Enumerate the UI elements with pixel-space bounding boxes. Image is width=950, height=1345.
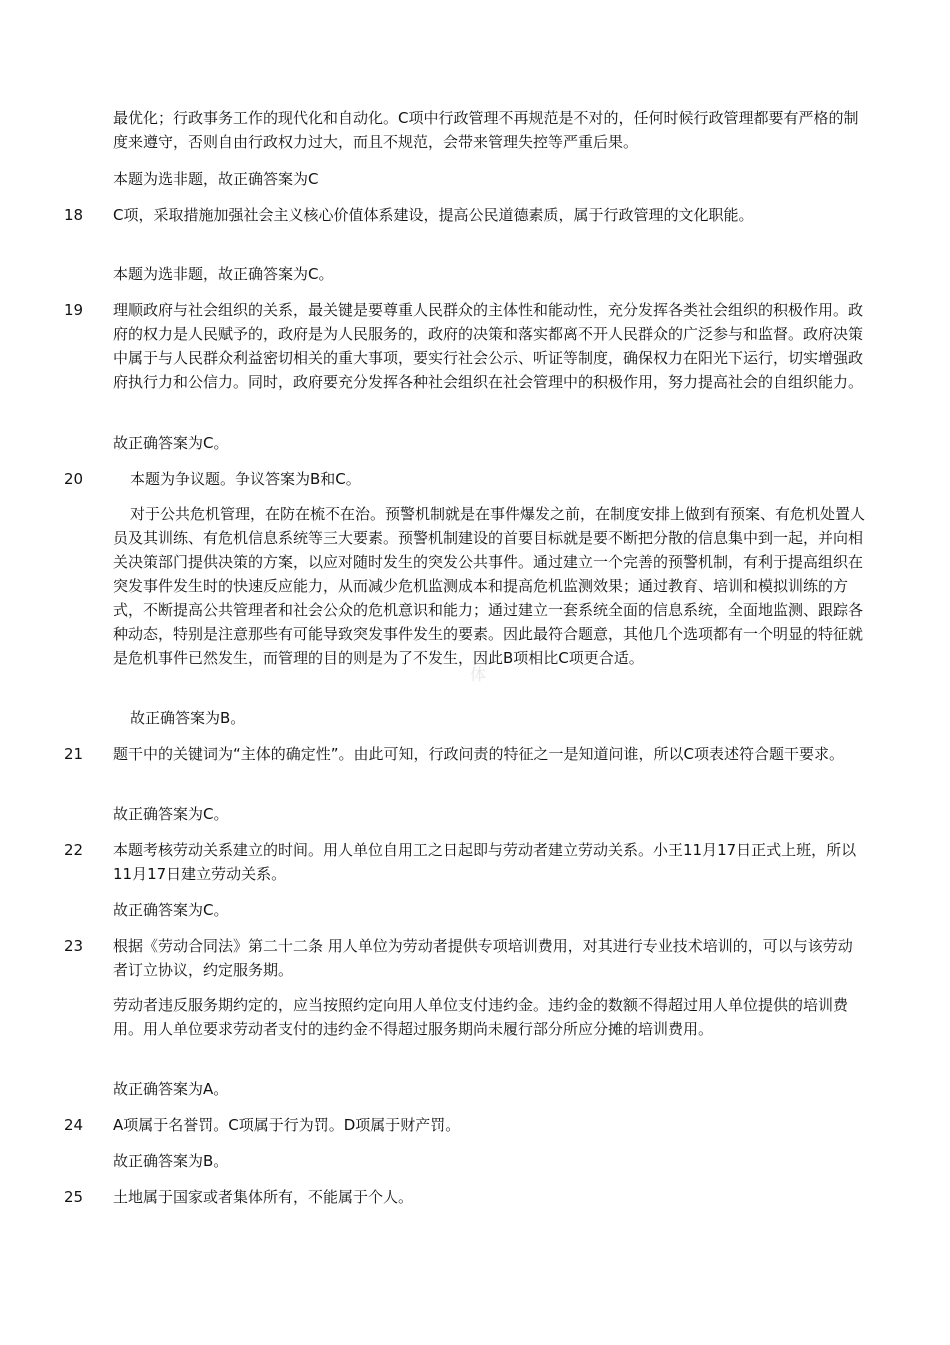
explanation-paragraph: 题干中的关键词为“主体的确定性”。由此可知，行政问责的特征之一是知道问谁，所以C项表述符合题干要求。 <box>113 745 845 763</box>
answer-line: 本题为选非题，故正确答案为C。 <box>113 265 334 283</box>
explanation-paragraph: 理顺政府与社会组织的关系，最关键是要尊重人民群众的主体性和能动性，充分发挥各类社会组织的积极作用。政府的权力是人民赋予的，政府是为人民服务的，政府的决策和落实都离不开人民群众的广泛参与和监督。政府决策中属于与人民群众利益密切相关的重大事项，要实行社会公示、听证等制度，确保权力在阳光下运行，切实增强政府执行力和公信力。同时，政府要充分发挥各种社会组织在社会管理中的积极作用，努力提高社会的自组织能力。 <box>113 301 864 391</box>
explanation-paragraph: A项属于名誉罚。C项属于行为罚。D项属于财产罚。 <box>113 1116 461 1134</box>
question-number: 25 <box>64 1188 84 1206</box>
explanation-paragraph: 土地属于国家或者集体所有，不能属于个人。 <box>113 1188 414 1206</box>
intro-paragraph: 最优化；行政事务工作的现代化和自动化。C项中行政管理不再规范是不对的，任何时候行政管理都要有严格的制度来遵守，否则自由行政权力过大，而且不规范，会带来管理失控等严重后果。 <box>113 109 859 151</box>
explanation-paragraph: 对于公共危机管理，在防在梳不在治。预警机制就是在事件爆发之前，在制度安排上做到有预案、有危机处置人员及其训练、有危机信息系统等三大要素。预警机制建设的首要目标就是要不断把分散的信息集中到一起，并向相关决策部门提供决策的方案，以应对随时发生的突发公共事件。通过建立一个完善的预警机制，有利于提高组织在突发事件发生时的快速反应能力，从而减少危机监测成本和提高危机监测效果；通过教育、培训和模拟训练的方式，不断提高公共管理者和社会公众的危机意识和能力；通过建立一套系统全面的信息系统，全面地监测、跟踪各种动态，特别是注意那些有可能导致突发事件发生的要素。因此最符合题意，其他几个选项都有一个明显的特征就是危机事件已然发生，而管理的目的则是为了不发生，因此B项相比C项更合适。 <box>113 505 866 667</box>
answer-line: 故正确答案为A。 <box>113 1080 229 1098</box>
answer-line: 故正确答案为C。 <box>113 805 229 823</box>
question-number: 21 <box>64 745 84 763</box>
explanation-paragraph: 劳动者违反服务期约定的，应当按照约定向用人单位支付违约金。违约金的数额不得超过用人单位提供的培训费用。用人单位要求劳动者支付的违约金不得超过服务期尚未履行部分所应分摊的培训费用。 <box>113 996 849 1038</box>
explanation-paragraph: 根据《劳动合同法》第二十二条 用人单位为劳动者提供专项培训费用，对其进行专业技术培训的，可以与该劳动者订立协议，约定服务期。 <box>113 937 853 979</box>
intro-answer: 本题为选非题，故正确答案为C <box>113 170 319 188</box>
question-number: 23 <box>64 937 84 955</box>
answer-line: 故正确答案为B。 <box>130 709 246 727</box>
question-number: 19 <box>64 301 84 319</box>
explanation-paragraph: 本题考核劳动关系建立的时间。用人单位自用工之日起即与劳动者建立劳动关系。小王11月17日正式上班，所以11月17日建立劳动关系。 <box>113 841 857 883</box>
question-number: 24 <box>64 1116 84 1134</box>
question-number: 22 <box>64 841 84 859</box>
answer-line: 故正确答案为C。 <box>113 434 229 452</box>
question-number: 18 <box>64 206 84 224</box>
answer-line: 故正确答案为C。 <box>113 901 229 919</box>
explanation-paragraph: C项，采取措施加强社会主义核心价值体系建设，提高公民道德素质，属于行政管理的文化职能。 <box>113 206 754 224</box>
explanation-paragraph: 本题为争议题。争议答案为B和C。 <box>130 470 361 488</box>
question-number: 20 <box>64 470 84 488</box>
watermark: 体 <box>470 665 487 684</box>
answer-line: 故正确答案为B。 <box>113 1152 229 1170</box>
